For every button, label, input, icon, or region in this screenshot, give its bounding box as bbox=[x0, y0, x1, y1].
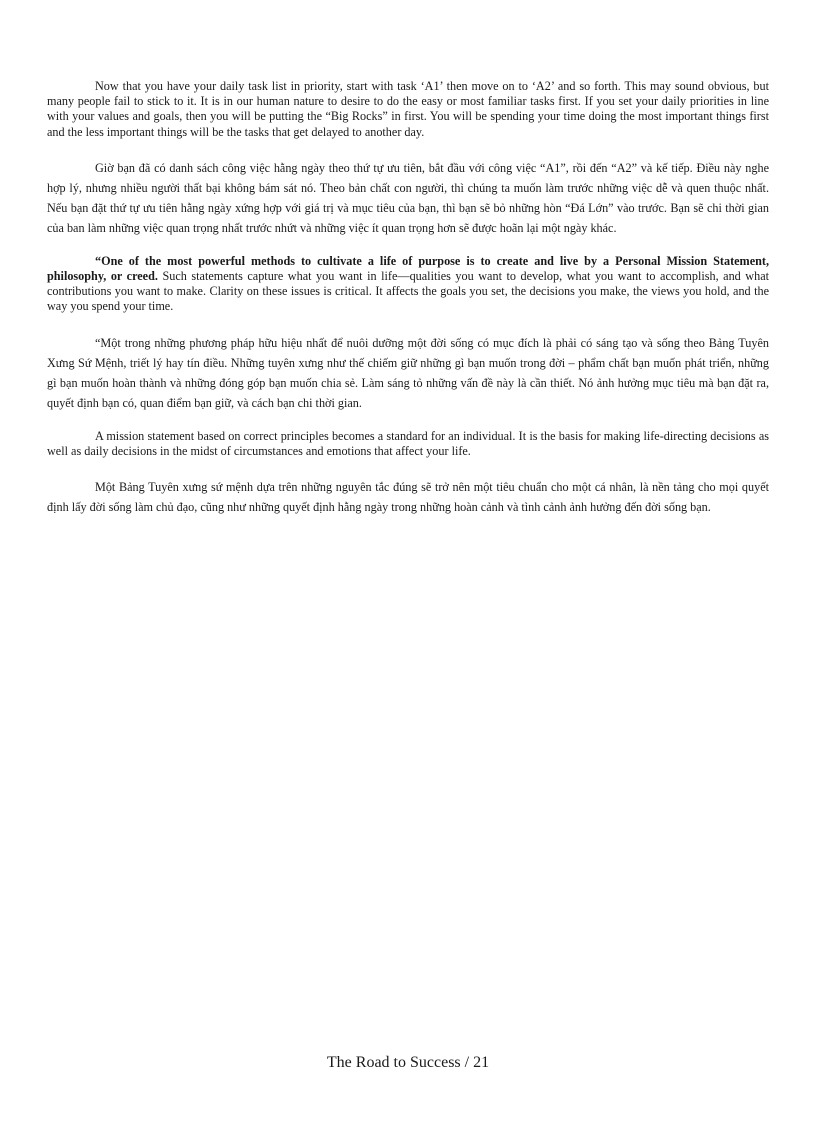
page-body bbox=[47, 79, 769, 533]
paragraph-en-3: A mission statement based on correct principles becomes a standard for an individual. It is the basis for making life-directing decisions as well as daily decisions in the midst of circumstances and emotions that affect your life. bbox=[47, 428, 769, 458]
paragraph-en-2-emphasis: “One of the most powerful methods to cultivate a life of purpose is to create and live by a Personal Mission Statement, philosophy, or creed. bbox=[47, 253, 769, 284]
paragraph-en-2-text: Such statements capture what you want in life—qualities you want to develop, what you want to accomplish, and what contributions you want to make. Clarity on these issues is critical. It affects the goals you set, the decisions you make, the views you hold, and the way you spend your time. bbox=[47, 269, 770, 314]
paragraph-vi-1: Giờ bạn đã có danh sách công việc hằng ngày theo thứ tự ưu tiên, bắt đầu với công việc “A1”, rồi đến “A2” và kế tiếp. Điều này nghe hợp lý, nhưng nhiều người thất bại không bám sát nó. Theo bản chất con người, thì chúng ta muốn làm trước những việc dễ và quen thuộc nhất. Nếu bạn đặt thứ tự ưu tiên hằng ngày xứng hợp với giá trị và mục tiêu của bạn, thì bạn sẽ bỏ những hòn “Đá Lớn” vào trước. Bạn sẽ chi thời gian của ban làm những việc quan trọng nhất trước nhứt và những việc ít quan trọng hơn sẽ được hoãn lại một ngày khác. bbox=[47, 160, 769, 235]
paragraph-en-2 bbox=[47, 254, 769, 315]
paragraph-vi-2: “Một trong những phương pháp hữu hiệu nhất để nuôi dưỡng một đời sống có mục đích là phải có sáng tạo và sống theo Bảng Tuyên Xưng Sứ Mệnh, triết lý hay tín điều. Những tuyên xưng như thế chiếm giữ những gì bạn muốn trong đời – phẩm chất bạn muốn phát triển, những gì bạn muốn hoàn thành và những đóng góp bạn muốn chia sẻ. Làm sáng tỏ những vấn đề này là cần thiết. Nó ảnh hưởng mục tiêu mà bạn đặt ra, quyết định bạn có, quan điểm bạn giữ, và cách bạn chi thời gian. bbox=[47, 335, 769, 410]
paragraph-en-1: Now that you have your daily task list in priority, start with task ‘A1’ then move on to ‘A2’ and so forth. This may sound obvious, but many people fail to stick to it. It is in our human nature to desire to do the easy or most familiar tasks first. If you set your daily priorities in line with your values and goals, then you will be putting the “Big Rocks” in first. You will be spending your time doing the most important things first and the less important things will be the tasks that get delayed to another day. bbox=[47, 79, 769, 139]
paragraph-vi-3: Một Bảng Tuyên xưng sứ mệnh dựa trên những nguyên tắc đúng sẽ trở nên một tiêu chuẩn cho một cá nhân, là nền tảng cho mọi quyết định lấy đời sống làm chủ đạo, cũng như những quyết định hằng ngày trong những hoàn cảnh và tình cảnh ảnh hưởng đến đời sống bạn. bbox=[47, 480, 769, 515]
page-footer: The Road to Success / 21 bbox=[326, 1054, 490, 1071]
